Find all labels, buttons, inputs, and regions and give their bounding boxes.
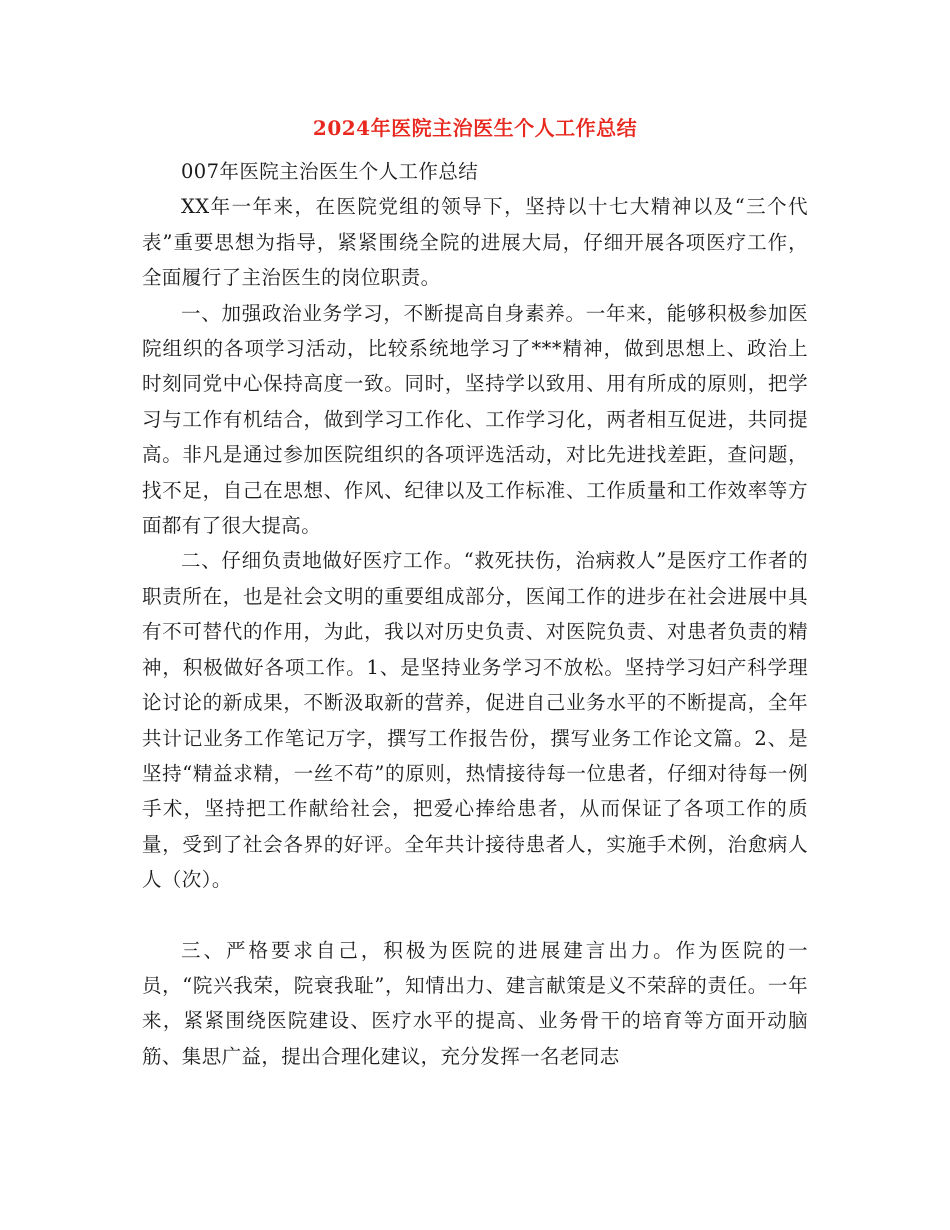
document-title: 2024年医院主治医生个人工作总结 bbox=[312, 116, 638, 140]
document-body bbox=[142, 154, 808, 1074]
body-paragraph-subtitle: 007年医院主治医生个人工作总结 bbox=[181, 160, 479, 183]
body-paragraph-section-3: 三、严格要求自己，积极为医院的进展建言出力。作为医院的一员，“院兴我荣，院衰我耻”，知情出力、建言献策是义不荣辞的责任。一年来，紧紧围绕医院建设、医疗水平的提高、业务骨干的培育等方面开动脑筋、集思广益，提出合理化建议，充分发挥一名老同志 bbox=[142, 938, 808, 1068]
body-paragraph-intro: XX年一年来，在医院党组的领导下，坚持以十七大精神以及“三个代表”重要思想为指导，紧紧围绕全院的进展大局，仔细开展各项医疗工作，全面履行了主治医生的岗位职责。 bbox=[142, 195, 808, 290]
body-paragraph-section-2: 二、仔细负责地做好医疗工作。“救死扶伤，治病救人”是医疗工作者的职责所在，也是社会文明的重要组成部分，医闻工作的进步在社会进展中具有不可替代的作用，为此，我以对历史负责、对医院负责、对患者负责的精神，积极做好各项工作。1、是坚持业务学习不放松。坚持学习妇产科学理论讨论的新成果，不断汲取新的营养，促进自己业务水平的不断提高，全年共计记业务工作笔记万字，撰写工作报告份，撰写业务工作论文篇。2、是坚持“精益求精，一丝不苟”的原则，热情接待每一位患者，仔细对待每一例手术，坚持把工作献给社会，把爱心捧给患者，从而保证了各项工作的质量，受到了社会各界的好评。全年共计接待患者人，实施手术例，治愈病人人（次）。 bbox=[142, 549, 808, 892]
body-paragraph-section-1: 一、加强政治业务学习，不断提高自身素养。一年来，能够积极参加医院组织的各项学习活动，比较系统地学习了***精神，做到思想上、政治上时刻同党中心保持高度一致。同时，坚持学以致用、用有所成的原则，把学习与工作有机结合，做到学习工作化、工作学习化，两者相互促进，共同提高。非凡是通过参加医院组织的各项评选活动，对比先进找差距，查问题，找不足，自己在思想、作风、纪律以及工作标准、工作质量和工作效率等方面都有了很大提高。 bbox=[142, 301, 808, 538]
